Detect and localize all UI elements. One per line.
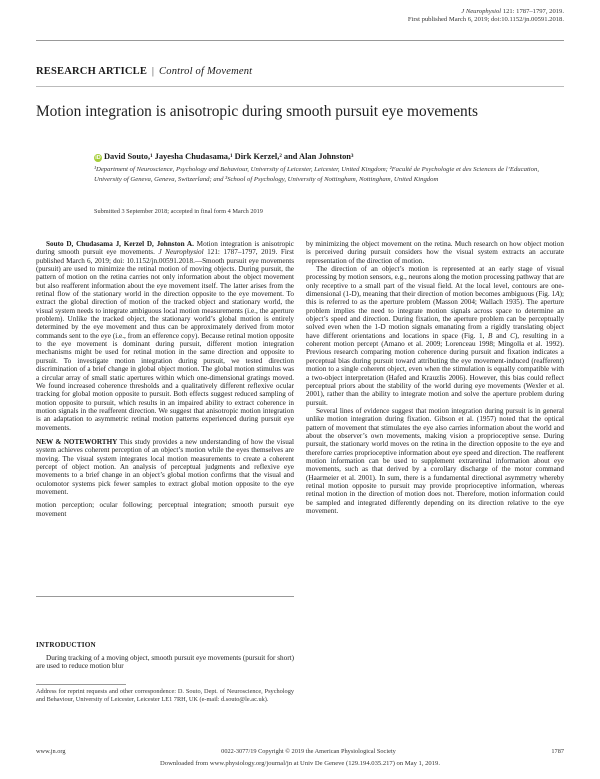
paragraph-aperture-part-2: ); this is referred to as the aperture problem (Masson 2004; Wallach 1935). The aperture problem implies the need to integrate motion signals across space to determine an object’s speed and direction. During fixation, the aperture problem can be perceptually solved even when the 1-D motion signals emanating from a rigidly translating object have different orientations and locations in space (Fig. 1, [306, 290, 564, 340]
page-footer [36, 748, 564, 755]
paragraph-evidence: Several lines of evidence suggest that motion integration during pursuit is in general unlike motion integration during fixation. Gibson et al. (1957) noted that the optical pattern of movement that stimulates the eye also carries information about the world and about the observer’s own movements, making vision a proprioceptive sense. During pursuit, the stationary world moves on the retina in the direction opposite to the eye and therefore carries proprioceptive information about eye speed and direction. The reafferent motion information can be used to supplement extraretinal information about eye movements, such as that derived by a corollary discharge of the motor command (Haarmeier et al. 2001). In sum, there is a fundamental directional asymmetry whereby retinal motion opposite to pursuit may provide proprioceptive information, whereas retinal motion in the direction of motion does not. Therefore, motion information could be sampled and integrated differently depending on its direction relative to the eye movement. [306, 406, 564, 515]
article-title: Motion integration is anisotropic during smooth pursuit eye movements [36, 103, 478, 120]
keywords: motion perception; ocular following; perceptual integration; smooth pursuit eye movement [36, 501, 294, 518]
new-noteworthy-label: NEW & NOTEWORTHY [36, 437, 118, 446]
article-type [36, 66, 252, 77]
paragraph-aperture-and: and [492, 331, 511, 340]
abstract-column [36, 240, 294, 518]
paragraph-aperture-part-3: ), resulting in a coherent motion percept (Amano et al. 2009; Lorenceau 1998; Mingolla et al. 1992). Previous research comparing motion coherence during pursuit and fixation indicates a perceptual bias during pursuit toward attributing the eye movement-induced (reafferent) motion to a single coherent object, even when the stimulation is equally compatible with a two-object interpretation (Hafed and Krauzlis 2006). However, this bias could reflect perceptual priors about the stability of the world during eye movements (Wexler et al. 2001), rather than the ability to integrate motion and solve the aperture problem during pursuit. [306, 331, 564, 407]
author-names: David Souto,¹ Jayesha Chudasama,¹ Dirk Kerzel,² and Alan Johnston³ [104, 152, 354, 161]
first-published: First published March 6, 2019; doi:10.1152/jn.00591.2018. [407, 16, 564, 23]
abstract-citation-authors: Souto D, Chudasama J, Kerzel D, Johnston A. [46, 240, 194, 248]
abstract [36, 240, 294, 432]
introduction-text: During tracking of a moving object, smooth pursuit eye movements (pursuit for short) are used to reduce motion blur [36, 654, 294, 671]
abstract-rule [36, 596, 294, 597]
journal-name: J Neurophysiol [461, 8, 502, 15]
article-section: Control of Movement [159, 66, 253, 77]
orcid-icon[interactable]: iD [95, 154, 101, 161]
abstract-citation-journal: J Neurophysiol [158, 248, 204, 257]
footer-copyright: 0022-3077/19 Copyright © 2019 the American Physiological Society [221, 748, 396, 755]
figure-ref-b[interactable]: B [488, 331, 493, 340]
footer-website[interactable]: www.jn.org [36, 748, 66, 755]
correspondence-footnote: Address for reprint requests and other correspondence: D. Souto, Dept. of Neuroscience, Psychology and Behaviour, University of Leicester, Leicester LE1 7RH, UK (e-mail: d.souto@le.ac.uk). [36, 688, 294, 703]
header-rule [36, 40, 564, 41]
figure-ref-a[interactable]: A [555, 290, 560, 299]
introduction-heading: INTRODUCTION [36, 641, 96, 649]
author-list [94, 152, 353, 162]
body-column-right [306, 240, 564, 515]
abstract-citation-title: Motion integration is anisotropic during smooth pursuit eye movements. [36, 240, 294, 257]
abstract-text: —Smooth pursuit eye movements (pursuit) are used to minimize the retinal motion of moving objects. During pursuit, the pattern of motion on the retina carries not only information about the object movement but also reafferent information about the eye movement itself. The latter arises from the retinal flow of the stationary world in the direction opposite to the eye movement. To extract the global direction of motion of the tracked object and stationary world, the visual system needs to integrate ambiguous local motion measurements (i.e., the aperture problem). Unlike the tracked object, the stationary world’s global motion is entirely determined by the eye movement and thus can be approximately derived from motor commands sent to the eye (i.e., from an efference copy). Because retinal motion opposite to the eye movement is dominant during pursuit, different motion integration mechanisms might be used for retinal motion in the same direction and opposite to pursuit. To investigate motion integration during pursuit, we tested direction discrimination of a brief change in global object motion. The global motion stimulus was a circular array of small static apertures within which one-dimensional gratings moved. We found increased coherence thresholds and a qualitatively different reflexive ocular tracking for global motion opposite to pursuit. Both effects suggest reduced sampling of motion opposite to pursuit, which results in an impaired ability to extract coherence in motion signals in the reafferent direction. We suggest that anisotropic motion integration is an adaptation to asymmetric retinal motion patterns experienced during pursuit eye movements. [36, 256, 294, 432]
figure-ref-c[interactable]: C [510, 331, 515, 340]
affiliations: ¹Department of Neuroscience, Psychology and Behaviour, University of Leicester, Leicester, United Kingdom; ²Faculté de Psychologie et des Sciences de l’Education, University of Geneva, Geneva, Switzerland; and ³School of Psychology, University of Nottingham, Nottingham, United Kingdom [94, 166, 540, 183]
paragraph-aperture [306, 265, 564, 407]
article-kind: RESEARCH ARTICLE [36, 66, 148, 77]
abstract-citation-rest: 121: 1787–1797, 2019. First published March 6, 2019; doi: 10.1152/jn.00591.2018. [36, 248, 294, 265]
paragraph-aperture-part-1: The direction of an object’s motion is represented at an early stage of visual processing by motion sensors, e.g., neurons along the motion processing pathway that are only receptive to a small part of the visual field. At the local level, contours are one-dimensional (1-D), meaning that their direction of motion becomes ambiguous (Fig. 1 [306, 265, 564, 299]
journal-reference [264, 8, 564, 24]
page-number: 1787 [551, 748, 564, 755]
article-type-separator: | [151, 66, 155, 77]
submission-dates: Submitted 3 September 2018; accepted in final form 4 March 2019 [94, 208, 263, 215]
download-notice: Downloaded from www.physiology.org/journal/jn at Univ De Geneve (129.194.035.217) on May 1, 2019. [160, 760, 440, 767]
section-rule [36, 86, 564, 87]
journal-citation: 121: 1787–1797, 2019. [502, 8, 564, 15]
paragraph-continuation: by minimizing the object movement on the retina. Much research on how object motion is perceived during pursuit considers how the visual system extracts an accurate representation of the direction of motion. [306, 240, 564, 265]
new-noteworthy [36, 438, 294, 496]
footnote-rule [36, 684, 126, 685]
new-noteworthy-text: This study provides a new understanding of how the visual system achieves coherent perception of an object’s motion while the eyes themselves are moving. The visual system integrates local motion measurements to create a coherent percept of object motion. An analysis of perceptual judgments and reflexive eye movements to a brief change in an object’s global motion confirms that the visual and oculomotor systems pick fewer samples to extract global motion opposite to the eye movement. [36, 437, 294, 496]
